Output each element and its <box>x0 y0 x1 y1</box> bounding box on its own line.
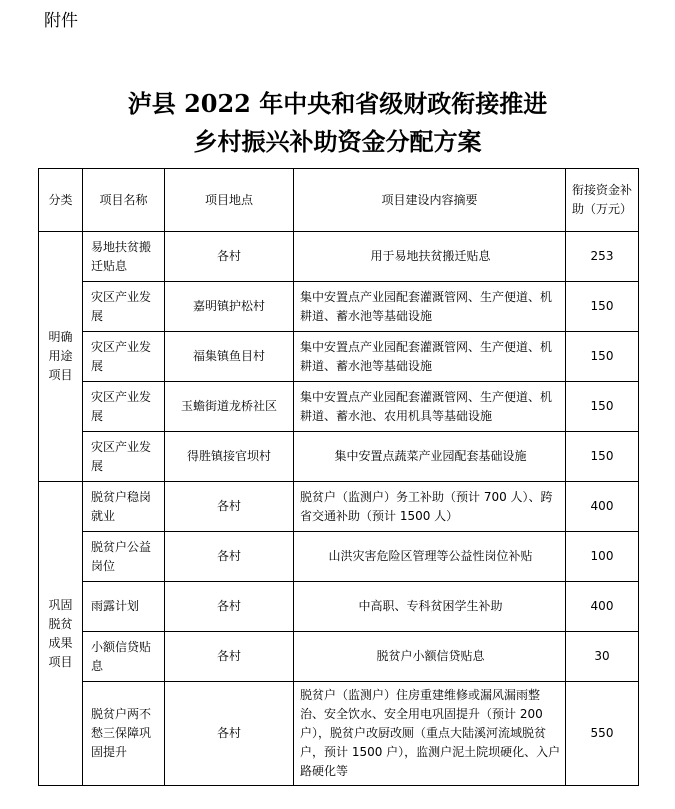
annex-label: 附件 <box>44 11 78 31</box>
project-amount: 150 <box>566 432 639 482</box>
table-row <box>39 232 639 282</box>
project-amount: 150 <box>566 282 639 332</box>
table-row <box>39 482 639 532</box>
project-location: 福集镇鱼目村 <box>165 332 294 382</box>
table-row <box>39 282 639 332</box>
project-amount: 400 <box>566 582 639 632</box>
project-amount: 150 <box>566 382 639 432</box>
project-location: 嘉明镇护松村 <box>165 282 294 332</box>
project-name: 脱贫户公益岗位 <box>83 532 165 582</box>
table-row <box>39 682 639 786</box>
category-cell: 巩固脱贫成果项目 <box>39 482 83 786</box>
project-amount: 100 <box>566 532 639 582</box>
project-amount: 253 <box>566 232 639 282</box>
project-name: 脱贫户两不愁三保障巩固提升 <box>83 682 165 786</box>
table-row <box>39 382 639 432</box>
header-content: 项目建设内容摘要 <box>294 169 566 232</box>
project-content: 中高职、专科贫困学生补助 <box>294 582 566 632</box>
project-location: 各村 <box>165 632 294 682</box>
table-row <box>39 332 639 382</box>
project-amount: 150 <box>566 332 639 382</box>
header-name: 项目名称 <box>83 169 165 232</box>
project-name: 脱贫户稳岗就业 <box>83 482 165 532</box>
project-amount: 550 <box>566 682 639 786</box>
project-content: 集中安置点产业园配套灌溉管网、生产便道、机耕道、蓄水池等基础设施 <box>294 332 566 382</box>
project-amount: 400 <box>566 482 639 532</box>
allocation-table <box>38 168 639 786</box>
table-row <box>39 582 639 632</box>
project-name: 小额信贷贴息 <box>83 632 165 682</box>
project-location: 各村 <box>165 482 294 532</box>
project-name: 雨露计划 <box>83 582 165 632</box>
project-name: 灾区产业发展 <box>83 282 165 332</box>
project-location: 玉蟾街道龙桥社区 <box>165 382 294 432</box>
project-location: 得胜镇接官坝村 <box>165 432 294 482</box>
project-location: 各村 <box>165 532 294 582</box>
project-content: 集中安置点产业园配套灌溉管网、生产便道、机耕道、蓄水池等基础设施 <box>294 282 566 332</box>
header-category: 分类 <box>39 169 83 232</box>
project-name: 灾区产业发展 <box>83 432 165 482</box>
project-name: 灾区产业发展 <box>83 382 165 432</box>
project-location: 各村 <box>165 232 294 282</box>
header-location: 项目地点 <box>165 169 294 232</box>
project-content: 山洪灾害危险区管理等公益性岗位补贴 <box>294 532 566 582</box>
table-row <box>39 532 639 582</box>
project-location: 各村 <box>165 682 294 786</box>
project-content: 用于易地扶贫搬迁贴息 <box>294 232 566 282</box>
project-content: 脱贫户（监测户）务工补助（预计 700 人）、跨省交通补助（预计 1500 人） <box>294 482 566 532</box>
table-row <box>39 632 639 682</box>
project-content: 集中安置点蔬菜产业园配套基础设施 <box>294 432 566 482</box>
project-name: 易地扶贫搬迁贴息 <box>83 232 165 282</box>
project-content: 脱贫户（监测户）住房重建维修或漏风漏雨整治、安全饮水、安全用电巩固提升（预计 200 户），脱贫户改厨改厕（重点大陆溪河流域脱贫户，预计 1500 户），监测户泥土院坝硬化、入户路硬化等 <box>294 682 566 786</box>
category-cell: 明确用途项目 <box>39 232 83 482</box>
project-amount: 30 <box>566 632 639 682</box>
title-line-1: 泸县 2022 年中央和省级财政衔接推进 <box>127 89 548 118</box>
project-name: 灾区产业发展 <box>83 332 165 382</box>
project-content: 脱贫户小额信贷贴息 <box>294 632 566 682</box>
project-content: 集中安置点产业园配套灌溉管网、生产便道、机耕道、蓄水池、农用机具等基础设施 <box>294 382 566 432</box>
project-location: 各村 <box>165 582 294 632</box>
table-row <box>39 432 639 482</box>
header-amount: 衔接资金补助（万元） <box>566 169 639 232</box>
title-line-2: 乡村振兴补助资金分配方案 <box>193 127 482 156</box>
table-header-row <box>39 169 639 232</box>
